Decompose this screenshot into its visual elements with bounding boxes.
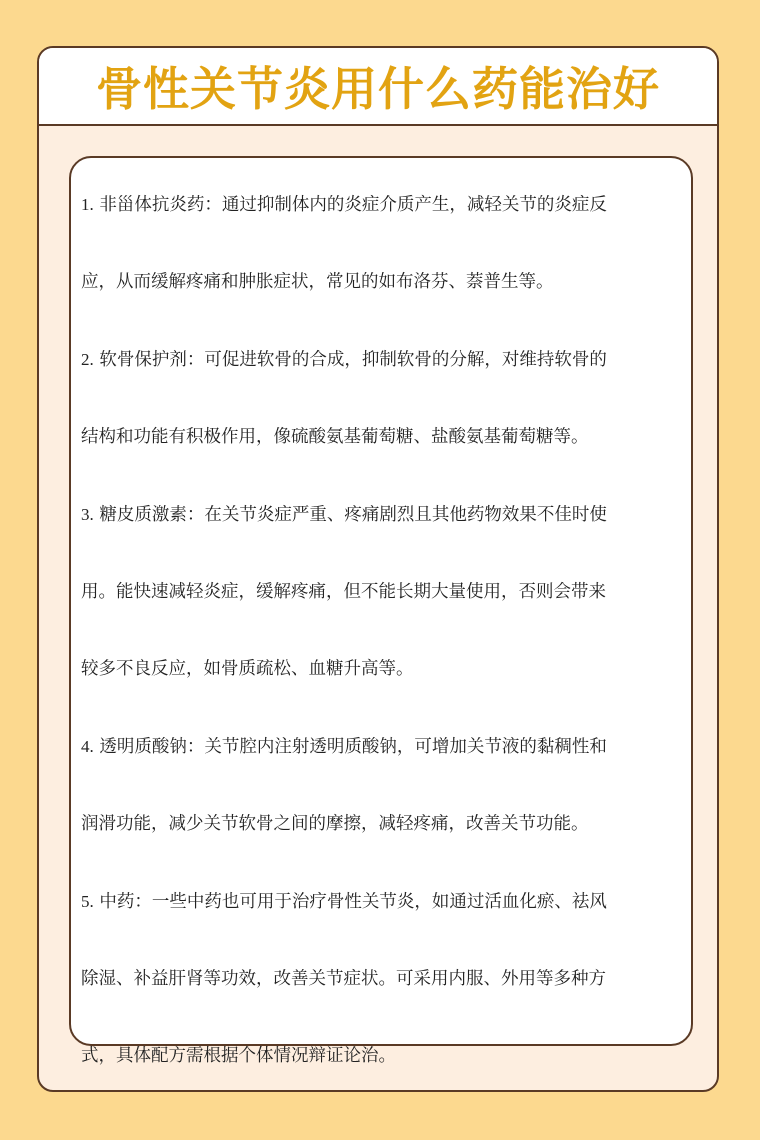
- list-item-line: [81, 941, 683, 1018]
- list-item: [81, 321, 683, 476]
- list-item-line: [81, 708, 683, 786]
- item-text: 结构和功能有积极作用，像硫酸氨基葡萄糖、盐酸氨基葡萄糖等。: [81, 427, 589, 447]
- content-panel: [69, 156, 693, 1066]
- item-text: 用。能快速减轻炎症，缓解疼痛，但不能长期大量使用，否则会带来: [81, 582, 606, 602]
- list-item-line: [81, 399, 683, 476]
- item-text: 中药：一些中药也可用于治疗骨性关节炎，如通过活血化瘀、祛风: [99, 892, 607, 912]
- list-item-line: [81, 863, 683, 941]
- item-text: 应，从而缓解疼痛和肿胀症状，常见的如布洛芬、萘普生等。: [81, 272, 554, 292]
- item-text: 透明质酸钠：关节腔内注射透明质酸钠，可增加关节液的黏稠性和: [99, 737, 607, 757]
- list-item-line: [81, 1018, 683, 1092]
- item-text: 润滑功能，减少关节软骨之间的摩擦，减轻疼痛，改善关节功能。: [81, 814, 589, 834]
- title-bar: [39, 48, 717, 126]
- list-item-line: [81, 244, 683, 321]
- list-item-line: [81, 786, 683, 863]
- item-text: 较多不良反应，如骨质疏松、血糖升高等。: [81, 659, 414, 679]
- item-text: 糖皮质激素：在关节炎症严重、疼痛剧烈且其他药物效果不佳时使: [99, 505, 607, 525]
- list-item-line: [81, 166, 683, 244]
- page-title: 骨性关节炎用什么药能治好: [96, 62, 660, 116]
- item-text: 除湿、补益肝肾等功效，改善关节症状。可采用内服、外用等多种方: [81, 969, 606, 989]
- item-number: 5.: [81, 892, 94, 911]
- list-item: [81, 863, 683, 1092]
- list-item: [81, 476, 683, 708]
- list-item-line: [81, 554, 683, 631]
- list-item-line: [81, 631, 683, 708]
- list-item: [81, 708, 683, 863]
- list-item: [81, 166, 683, 321]
- item-text: 非甾体抗炎药：通过抑制体内的炎症介质产生，减轻关节的炎症反: [99, 195, 607, 215]
- item-number: 3.: [81, 505, 94, 524]
- item-text: 式，具体配方需根据个体情况辩证论治。: [81, 1046, 396, 1066]
- item-number: 1.: [81, 195, 94, 214]
- list-item-line: [81, 321, 683, 399]
- item-number: 2.: [81, 350, 94, 369]
- item-number: 4.: [81, 737, 94, 756]
- article-card: [37, 46, 719, 1092]
- item-text: 软骨保护剂：可促进软骨的合成，抑制软骨的分解，对维持软骨的: [99, 350, 607, 370]
- list-item-line: [81, 476, 683, 554]
